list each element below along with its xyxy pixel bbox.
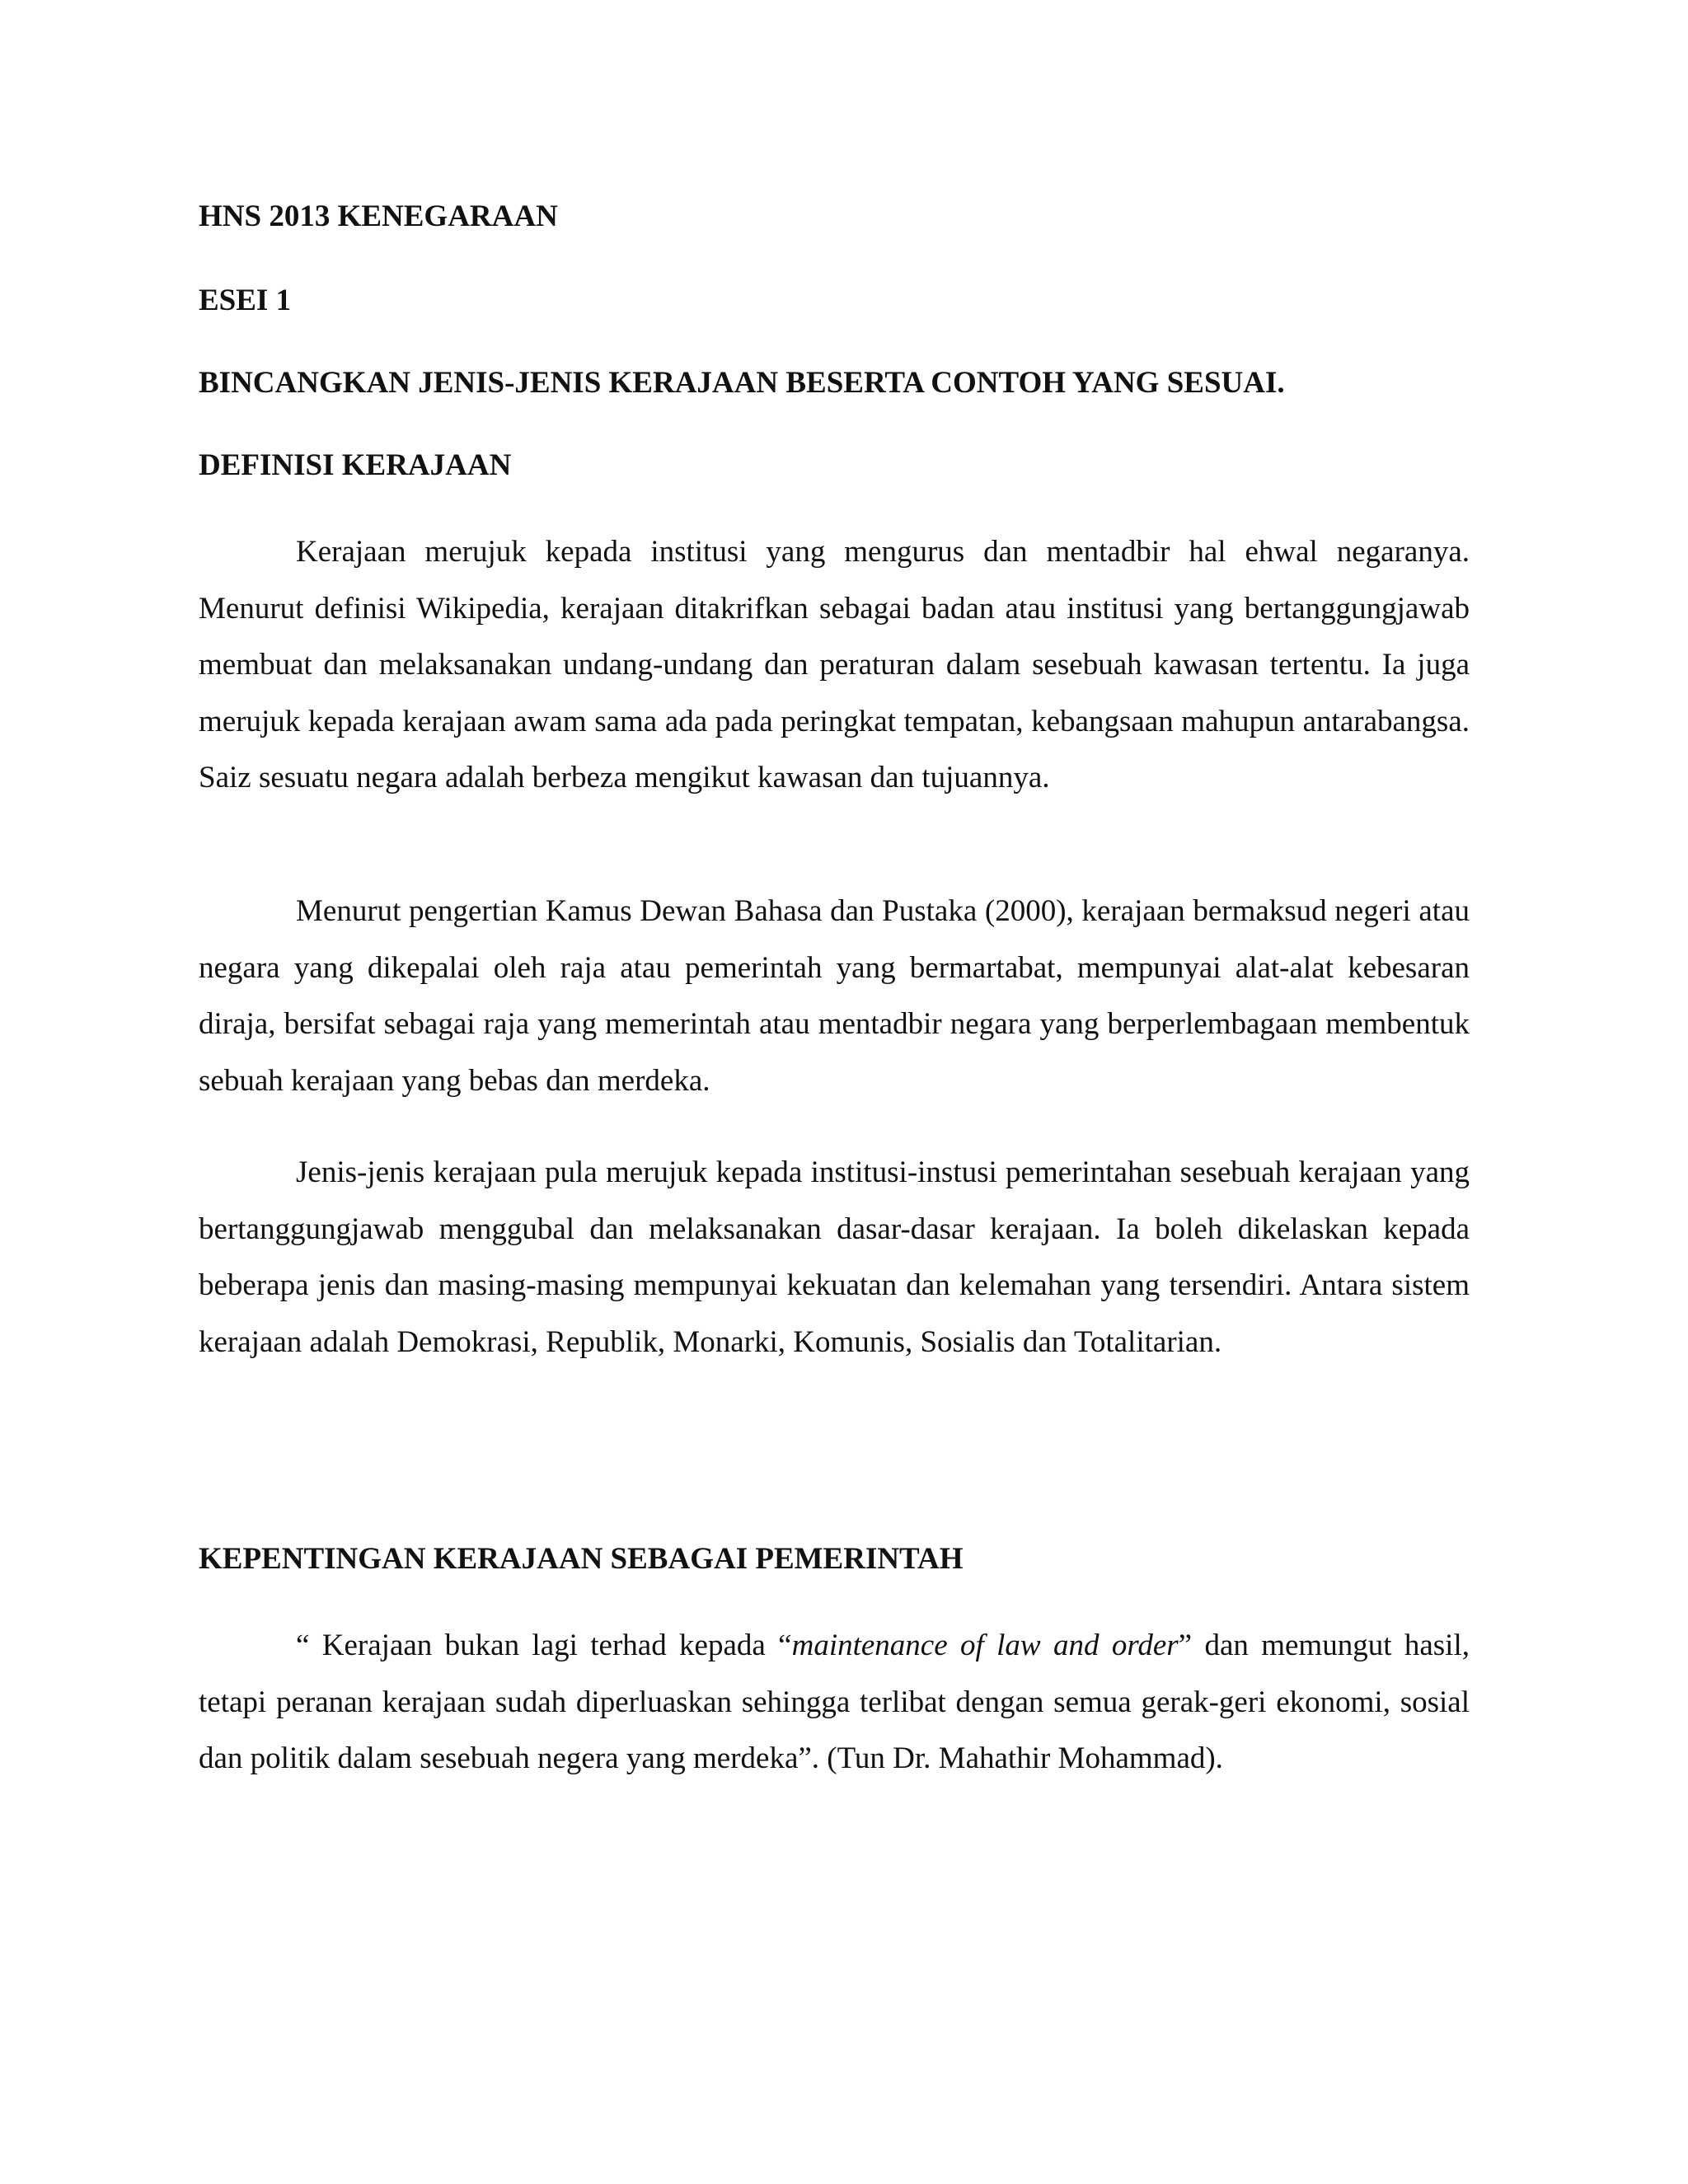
paragraph-definisi-3 <box>199 1145 1470 1371</box>
quote-paragraph <box>199 1618 1470 1788</box>
section-heading-definisi: DEFINISI KERAJAAN <box>199 448 512 482</box>
paragraph-text: Menurut pengertian Kamus Dewan Bahasa dan Pustaka (2000), kerajaan bermaksud negeri atau negara yang dikepalai oleh raja atau pemerintah yang bermartabat, mempunyai alat-alat kebesaran diraja, bersifat sebagai raja yang memerintah atau mentadbir negara yang berperlembagaan membentuk sebuah kerajaan yang bebas dan merdeka. <box>199 894 1470 1098</box>
paragraph-definisi-1 <box>199 524 1470 807</box>
essay-label: ESEI 1 <box>199 284 292 317</box>
quote-rest-text: ” dan memungut hasil, tetapi peranan kerajaan sudah diperluaskan sehingga terlibat dengan semua gerak-geri ekonomi, sosial dan politik dalam sesebuah negera yang merdeka”. (Tun Dr. Mahathir Mohammad). <box>199 1629 1470 1775</box>
quote-open-text: “ Kerajaan bukan lagi terhad kepada “ <box>296 1629 792 1662</box>
quote-italic-text: maintenance of law and order <box>791 1629 1179 1662</box>
section-heading-kepentingan: KEPENTINGAN KERAJAAN SEBAGAI PEMERINTAH <box>199 1542 964 1576</box>
essay-question: BINCANGKAN JENIS-JENIS KERAJAAN BESERTA CONTOH YANG SESUAI. <box>199 366 1285 400</box>
course-title: HNS 2013 KENEGARAAN <box>199 199 558 233</box>
paragraph-text: Jenis-jenis kerajaan pula merujuk kepada institusi-instusi pemerintahan sesebuah kerajaan yang bertanggungjawab menggubal dan melaksanakan dasar-dasar kerajaan. Ia boleh dikelaskan kepada beberapa jenis dan masing-masing mempunyai kekuatan dan kelemahan yang tersendiri. Antara sistem kerajaan adalah Demokrasi, Republik, Monarki, Komunis, Sosialis dan Totalitarian. <box>199 1155 1470 1359</box>
paragraph-definisi-2 <box>199 883 1470 1109</box>
paragraph-text: Kerajaan merujuk kepada institusi yang mengurus dan mentadbir hal ehwal negaranya. Menurut definisi Wikipedia, kerajaan ditakrifkan sebagai badan atau institusi yang bertanggungjawab membuat dan melaksanakan undang-undang dan peraturan dalam sesebuah kawasan tertentu. Ia juga merujuk kepada kerajaan awam sama ada pada peringkat tempatan, kebangsaan mahupun antarabangsa. Saiz sesuatu negara adalah berbeza mengikut kawasan dan tujuannya. <box>199 535 1470 794</box>
